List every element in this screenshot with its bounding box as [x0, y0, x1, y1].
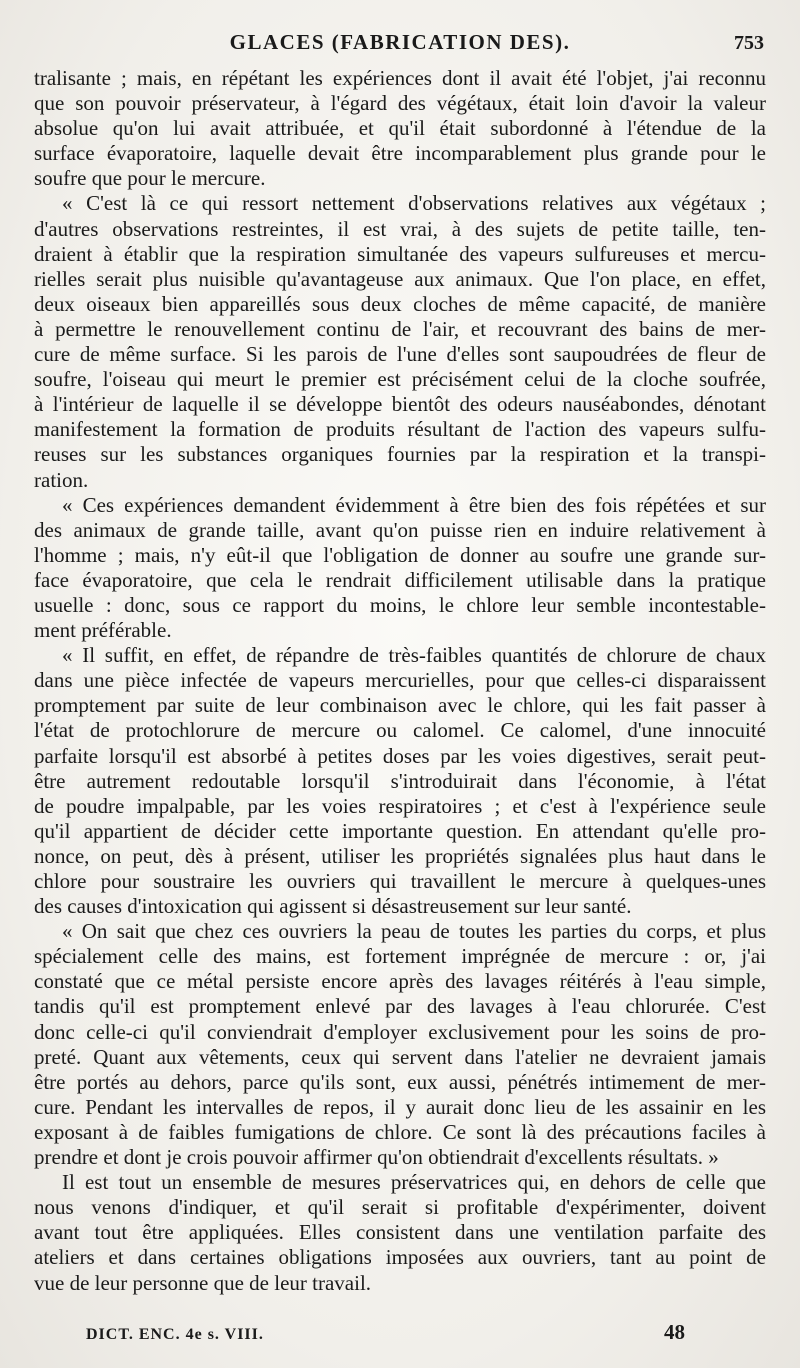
- text-line: chlore pour soustraire les ouvriers qui travaillent le mercure à quelques-unes: [34, 869, 766, 893]
- text-line: être portés au dehors, parce qu'ils sont, eux aussi, pénétrés intimement de mer-: [34, 1069, 766, 1094]
- text-line: preté. Quant aux vêtements, ceux qui servent dans l'atelier ne devraient jamais: [34, 1044, 766, 1069]
- text-line: donc celle-ci qu'il conviendrait d'employer exclusivement pour les soins de pro-: [34, 1019, 766, 1044]
- text-line: nous venons d'indiquer, et qu'il serait si profitable d'expérimenter, doivent: [34, 1195, 766, 1220]
- text-line: cure. Pendant les intervalles de repos, il y aurait donc lieu de les assainir en les: [34, 1094, 766, 1119]
- text-line: face évaporatoire, que cela le rendrait difficilement utilisable dans la pratique: [34, 567, 766, 592]
- text-line: à permettre le renouvellement continu de l'air, et recouvrant des bains de mer-: [34, 316, 766, 341]
- text-line: draient à établir que la respiration simultanée des vapeurs sulfureuses et mercu-: [34, 241, 766, 266]
- running-title: GLACES (FABRICATION DES).: [229, 30, 571, 54]
- page-header: [0, 30, 800, 58]
- footer-citation: DICT. ENC. 4e s. VIII.: [86, 1326, 264, 1343]
- body-text: [34, 66, 766, 1296]
- text-line: constaté que ce métal persiste encore après des lavages réitérés à l'eau simple,: [34, 969, 766, 994]
- text-line: nonce, on peut, dès à présent, utiliser les propriétés signalées plus haut dans le: [34, 843, 766, 868]
- text-line: dans une pièce infectée de vapeurs mercurielles, pour que celles-ci disparaissent: [34, 668, 766, 693]
- text-line: vue de leur personne que de leur travail.: [34, 1270, 372, 1295]
- text-line: ment préférable.: [34, 618, 172, 643]
- text-line: de poudre impalpable, par les voies respiratoires ; et c'est à l'expérience seule: [34, 793, 766, 818]
- text-line: deux oiseaux bien appareillés sous deux cloches de même capacité, de manière: [34, 291, 766, 316]
- text-line: « On sait que chez ces ouvriers la peau de toutes les parties du corps, et plus: [62, 919, 766, 944]
- text-line: absolue qu'on lui avait attribuée, et qu'il était subordonné à l'étendue de la: [34, 116, 766, 141]
- text-line: avant tout être appliquées. Elles consistent dans une ventilation parfaite des: [34, 1220, 766, 1245]
- text-line: parfaite lorsqu'il est absorbé à petites doses par les voies digestives, serait peut-: [34, 743, 766, 768]
- text-line: ration.: [34, 467, 89, 492]
- text-line: « C'est là ce qui ressort nettement d'observations relatives aux végétaux ;: [62, 191, 766, 216]
- text-line: soufre que pour le mercure.: [34, 166, 266, 191]
- text-line: d'autres observations restreintes, il est vrai, à des sujets de petite taille, ten-: [34, 216, 766, 241]
- text-line: que son pouvoir préservateur, à l'égard des végétaux, était loin d'avoir la valeur: [34, 91, 766, 116]
- text-line: spécialement celle des mains, est fortement imprégnée de mercure : or, j'ai: [34, 944, 766, 969]
- text-line: prendre et dont je crois pouvoir affirmer qu'on obtiendrait d'excellents résultats. »: [34, 1145, 719, 1170]
- page-footer: [0, 1320, 800, 1356]
- page-number: 753: [734, 32, 764, 54]
- text-line: ateliers et dans certaines obligations imposées aux ouvriers, tant au point de: [34, 1245, 766, 1270]
- text-line: rielles serait plus nuisible qu'avantageuse aux animaux. Que l'on place, en effet,: [34, 266, 766, 291]
- signature-mark: 48: [664, 1320, 685, 1344]
- text-line: soufre, l'oiseau qui meurt le premier est précisément celui de la cloche soufrée,: [34, 367, 766, 392]
- text-line: des causes d'intoxication qui agissent si désastreusement sur leur santé.: [34, 894, 632, 919]
- text-line: être autrement redoutable lorsqu'il s'introduirait dans l'économie, à l'état: [34, 768, 766, 793]
- text-line: « Ces expériences demandent évidemment à être bien des fois répétées et sur: [62, 492, 766, 517]
- text-line: promptement par suite de leur combinaison avec le chlore, qui les fait passer à: [34, 693, 766, 718]
- text-line: exposant à de faibles fumigations de chlore. Ce sont là des précautions faciles à: [34, 1119, 766, 1144]
- text-line: l'homme ; mais, n'y eût-il que l'obligation de donner au soufre une grande sur-: [34, 542, 766, 567]
- text-line: « Il suffit, en effet, de répandre de très-faibles quantités de chlorure de chaux: [62, 643, 766, 668]
- text-line: Il est tout un ensemble de mesures préservatrices qui, en dehors de celle que: [62, 1170, 766, 1195]
- text-line: tralisante ; mais, en répétant les expériences dont il avait été l'objet, j'ai reconnu: [34, 66, 766, 90]
- text-line: à l'intérieur de laquelle il se développe bientôt des odeurs nauséabondes, dénotant: [34, 392, 766, 417]
- text-line: l'état de protochlorure de mercure ou calomel. Ce calomel, d'une innocuité: [34, 718, 766, 743]
- text-line: usuelle : donc, sous ce rapport du moins, le chlore leur semble incontestable-: [34, 592, 766, 617]
- text-line: tandis qu'il est promptement enlevé par des lavages à l'eau chlorurée. C'est: [34, 994, 766, 1019]
- text-line: cure de même surface. Si les parois de l'une d'elles sont saupoudrées de fleur de: [34, 342, 766, 367]
- text-line: reuses sur les substances organiques fournies par la respiration et la transpi-: [34, 442, 766, 467]
- text-line: manifestement la formation de produits résultant de l'action des vapeurs sulfu-: [34, 417, 766, 442]
- text-line: qu'il appartient de décider cette importante question. En attendant qu'elle pro-: [34, 818, 766, 843]
- text-line: surface évaporatoire, laquelle devait être incomparablement plus grande pour le: [34, 141, 766, 166]
- text-line: des animaux de grande taille, avant qu'on puisse rien en induire relativement à: [34, 517, 766, 542]
